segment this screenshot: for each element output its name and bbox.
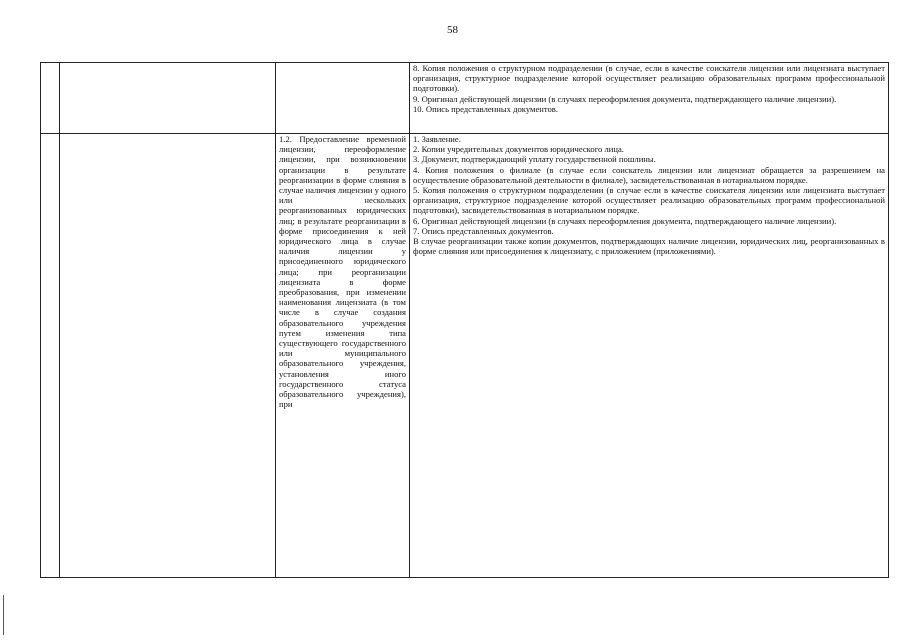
list-item: 6. Оригинал действующей лицензии (в случаях переоформления документа, подтверждающего наличие лицензии). — [413, 215, 837, 226]
service-description: 1.2. Предоставление временной лицензии, переоформление лицензии, при возникновении организации в результате реорганизации в форме слияния в случае наличия лицензии у одного или нескольких реорганизованных юридических лиц; в результате реорганизации в форме присоединения к ней юридического лица в случае наличия лицензии у присоединенного юридического лица; при реорганизации лицензиата в форме преобразования, при изменении наименования лицензиата (в том числе в случае создания образовательного учреждения путем изменения типа существующего государственного или муниципального образовательного учреждения, установления иного государственного статуса образовательного учреждения), при — [279, 134, 406, 410]
table-row — [41, 134, 889, 578]
service-name-cell — [276, 134, 410, 578]
table-cell-empty — [41, 63, 60, 134]
list-item: 4. Копия положения о филиале (в случае если соискатель лицензии или лицензиат обращается за разрешением на осуществление образовательной деятельности в филиале), засвидетельствованная в нотариальном порядке. — [413, 164, 885, 185]
documents-list-cell — [410, 63, 889, 134]
list-item: 8. Копия положения о структурном подразделении (в случае, если в качестве соискателя лицензии или лицензиата выступает организация, структурное подразделение которой осуществляет реализацию образовательных программ профессиональной подготовки). — [413, 63, 885, 94]
table-cell-empty — [60, 63, 276, 134]
documents-table — [40, 62, 889, 578]
scan-margin-mark — [3, 595, 4, 635]
list-item: 2. Копии учредительных документов юридического лица. — [413, 144, 624, 155]
list-item: В случае реорганизации также копии документов, подтверждающих наличие лицензии, юридических лиц, реорганизованных в форме слияния или присоединения к лицензиату, с приложением (приложениями). — [413, 236, 885, 257]
table-cell-empty — [60, 134, 276, 578]
list-item: 1. Заявление. — [413, 134, 461, 144]
list-item: 7. Опись представленных документов. — [413, 225, 554, 236]
list-item: 5. Копия положения о структурном подразделении (в случае если в качестве соискателя лицензии или лицензиата выступает организация, структурное подразделение которой осуществляет реализацию образовательных программ профессиональной подготовки), засвидетельствованная в нотариальном порядке. — [413, 185, 885, 216]
list-item: 9. Оригинал действующей лицензии (в случаях переоформления документа, подтверждающего наличие лицензии). — [413, 93, 837, 104]
table-row — [41, 63, 889, 134]
documents-list-cell — [410, 134, 889, 578]
service-name-cell — [276, 63, 410, 134]
table-cell-empty — [41, 134, 60, 578]
list-item: 3. Документ, подтверждающий уплату государственной пошлины. — [413, 154, 656, 165]
page-number: 58 — [447, 24, 458, 36]
list-item: 10. Опись представленных документов. — [413, 103, 559, 114]
